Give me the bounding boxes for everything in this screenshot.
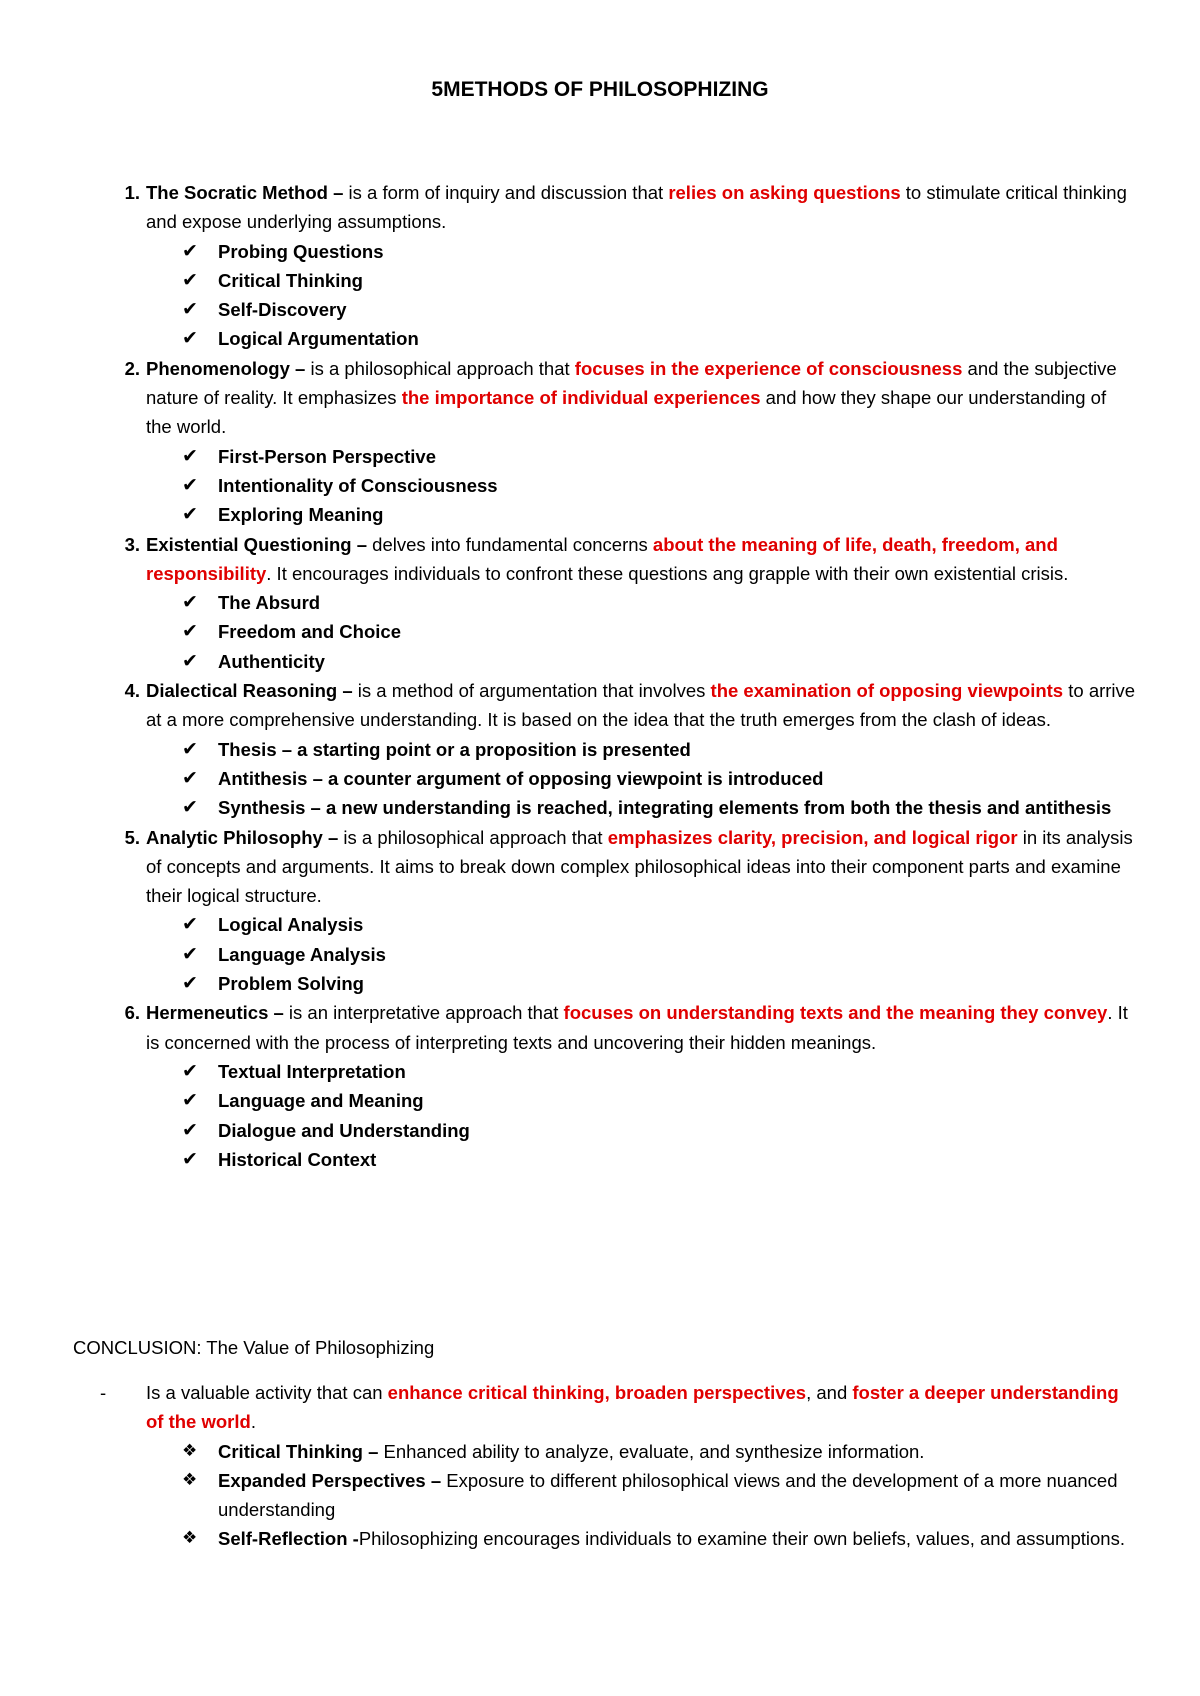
method-point-label: The Absurd xyxy=(218,592,321,614)
method-number: 2. xyxy=(124,357,140,379)
check-icon: ✔ xyxy=(182,649,198,672)
method-name: Phenomenology – xyxy=(146,357,306,379)
method-point-label: Synthesis – a new understanding is reached, integrating elements from both the thesis and antithesis xyxy=(218,797,1112,819)
method-point-label: Self-Discovery xyxy=(218,299,347,321)
method-item xyxy=(124,998,1136,1174)
method-point xyxy=(182,1116,1136,1145)
check-icon: ✔ xyxy=(182,268,198,291)
body-text: , and xyxy=(806,1382,853,1403)
check-icon: ✔ xyxy=(182,620,198,643)
body-text: is a philosophical approach that xyxy=(305,357,575,379)
highlighted-text: focuses in the experience of consciousness xyxy=(574,357,963,379)
check-icon: ✔ xyxy=(182,1089,198,1112)
body-text: in its analysis of concepts and arguments. It aims to break down complex philosophical ideas into their component parts and examine their logical structure. xyxy=(146,826,1133,907)
conclusion-body xyxy=(100,1378,1136,1554)
body-text: to stimulate critical thinking and expose underlying assumptions. xyxy=(146,182,1127,233)
highlighted-text: foster a deeper understanding of the world xyxy=(146,1382,1119,1433)
body-text: is a philosophical approach that xyxy=(338,826,608,848)
check-icon: ✔ xyxy=(182,1059,198,1082)
method-points-list xyxy=(146,735,1136,823)
method-point xyxy=(182,442,1136,471)
body-text: is an interpretative approach that xyxy=(283,1002,564,1024)
method-point-label: Critical Thinking xyxy=(218,269,363,291)
method-point-label: Textual Interpretation xyxy=(218,1060,406,1082)
method-point xyxy=(182,1086,1136,1115)
conclusion-point xyxy=(182,1437,1136,1466)
highlighted-text: the examination of opposing viewpoints xyxy=(710,680,1064,702)
method-item xyxy=(124,178,1136,354)
method-point-label: Antithesis – a counter argument of opposing viewpoint is introduced xyxy=(218,767,824,789)
check-icon: ✔ xyxy=(182,298,198,321)
dash-bullet: - xyxy=(100,1382,107,1403)
conclusion-point-label: Critical Thinking – xyxy=(218,1440,379,1462)
highlighted-text: focuses on understanding texts and the meaning they convey xyxy=(563,1002,1108,1024)
method-point xyxy=(182,295,1136,324)
method-point-label: Intentionality of Consciousness xyxy=(218,474,498,496)
body-text: Is a valuable activity that can xyxy=(146,1382,388,1403)
check-icon: ✔ xyxy=(182,1118,198,1141)
method-item xyxy=(124,530,1136,676)
method-name: Analytic Philosophy – xyxy=(146,826,339,848)
method-number: 4. xyxy=(124,680,140,702)
check-icon: ✔ xyxy=(182,327,198,350)
conclusion-points xyxy=(146,1437,1136,1554)
method-paragraph xyxy=(124,354,1136,442)
method-points-list xyxy=(146,442,1136,530)
method-paragraph xyxy=(124,998,1136,1057)
conclusion-point-label: Self-Reflection - xyxy=(218,1528,359,1550)
check-icon: ✔ xyxy=(182,1147,198,1170)
body-text: is a method of argumentation that involves xyxy=(352,680,711,702)
method-point-label: Dialogue and Understanding xyxy=(218,1119,470,1141)
check-icon: ✔ xyxy=(182,766,198,789)
method-point xyxy=(182,324,1136,353)
body-text: . xyxy=(250,1411,256,1433)
check-icon: ✔ xyxy=(182,972,198,995)
check-icon: ✔ xyxy=(182,942,198,965)
conclusion-point-text: Philosophizing encourages individuals to examine their own beliefs, values, and assumptions. xyxy=(358,1528,1125,1550)
method-point xyxy=(182,617,1136,646)
method-points-list xyxy=(146,1057,1136,1174)
method-points-list xyxy=(146,588,1136,676)
method-point xyxy=(182,1145,1136,1174)
diamond-bullet-icon: ❖ xyxy=(182,1440,198,1461)
method-point-label: Probing Questions xyxy=(218,240,384,262)
body-text: is a form of inquiry and discussion that xyxy=(343,182,669,203)
check-icon: ✔ xyxy=(182,913,198,936)
body-text: to arrive at a more comprehensive understanding. It is based on the idea that the truth emerges from the clash of ideas. xyxy=(146,680,1136,731)
method-point-label: Thesis – a starting point or a proposition is presented xyxy=(218,738,691,760)
highlighted-text: about the meaning of life, death, freedom, and responsibility xyxy=(146,533,1058,584)
method-name: Hermeneutics – xyxy=(146,1002,284,1024)
method-point xyxy=(182,910,1136,939)
diamond-bullet-icon: ❖ xyxy=(182,1469,198,1490)
method-name: Existential Questioning – xyxy=(146,533,368,555)
check-icon: ✔ xyxy=(182,444,198,467)
body-text: delves into fundamental concerns xyxy=(367,533,653,555)
highlighted-text: the importance of individual experiences xyxy=(401,387,761,409)
method-item xyxy=(124,354,1136,530)
method-paragraph xyxy=(124,530,1136,589)
method-point xyxy=(182,237,1136,266)
conclusion-point-text: Enhanced ability to analyze, evaluate, and synthesize information. xyxy=(378,1440,925,1462)
method-number: 3. xyxy=(124,533,140,555)
method-number: 6. xyxy=(124,1002,140,1024)
method-points-list xyxy=(146,237,1136,354)
body-text: . It is concerned with the process of interpreting texts and uncovering their hidden meanings. xyxy=(146,1002,1128,1053)
method-item xyxy=(124,676,1136,822)
highlighted-text: enhance critical thinking, broaden perspectives xyxy=(387,1382,807,1403)
method-number: 1. xyxy=(124,182,140,203)
method-point xyxy=(182,471,1136,500)
method-point xyxy=(182,940,1136,969)
method-point xyxy=(182,266,1136,295)
body-text: . It encourages individuals to confront these questions ang grapple with their own existential crisis. xyxy=(266,562,1069,584)
conclusion-intro-text xyxy=(146,1382,1119,1432)
diamond-bullet-icon: ❖ xyxy=(182,1528,198,1549)
method-point-label: Exploring Meaning xyxy=(218,504,384,526)
highlighted-text: emphasizes clarity, precision, and logical rigor xyxy=(607,826,1018,848)
conclusion-point-text: Exposure to different philosophical views and the development of a more nuanced understanding xyxy=(218,1469,1118,1521)
method-name: Dialectical Reasoning – xyxy=(146,680,353,702)
method-name: The Socratic Method – xyxy=(146,182,344,203)
method-point-label: Authenticity xyxy=(218,650,325,672)
highlighted-text: relies on asking questions xyxy=(668,182,901,203)
method-number: 5. xyxy=(124,826,140,848)
method-point-label: Logical Argumentation xyxy=(218,328,419,350)
method-item xyxy=(124,823,1136,999)
conclusion-intro xyxy=(100,1378,1136,1437)
method-point xyxy=(182,1057,1136,1086)
method-point-label: Historical Context xyxy=(218,1148,377,1170)
conclusion-heading: CONCLUSION: The Value of Philosophizing xyxy=(73,1337,435,1358)
method-point xyxy=(182,588,1136,617)
conclusion-point xyxy=(182,1466,1136,1525)
body-text: and the subjective nature of reality. It emphasizes xyxy=(146,357,1117,409)
methods-list xyxy=(124,178,1136,1174)
method-point-label: Problem Solving xyxy=(218,973,364,995)
method-point xyxy=(182,793,1136,822)
method-paragraph xyxy=(124,178,1136,237)
conclusion-point xyxy=(182,1524,1136,1553)
check-icon: ✔ xyxy=(182,473,198,496)
check-icon: ✔ xyxy=(182,591,198,614)
check-icon: ✔ xyxy=(182,737,198,760)
check-icon: ✔ xyxy=(182,503,198,526)
method-point xyxy=(182,969,1136,998)
method-point-label: Language Analysis xyxy=(218,943,386,965)
conclusion-point-label: Expanded Perspectives – xyxy=(218,1469,442,1491)
method-point xyxy=(182,735,1136,764)
body-text: and how they shape our understanding of the world. xyxy=(146,387,1107,438)
method-point-label: Freedom and Choice xyxy=(218,621,401,643)
method-paragraph xyxy=(124,823,1136,911)
method-paragraph xyxy=(124,676,1136,735)
method-point-label: Logical Analysis xyxy=(218,914,364,936)
document-title: 5METHODS OF PHILOSOPHIZING xyxy=(431,78,769,101)
method-point xyxy=(182,500,1136,529)
method-point xyxy=(182,647,1136,676)
method-point-label: Language and Meaning xyxy=(218,1090,424,1112)
method-point-label: First-Person Perspective xyxy=(218,445,436,467)
check-icon: ✔ xyxy=(182,239,198,262)
check-icon: ✔ xyxy=(182,796,198,819)
method-point xyxy=(182,764,1136,793)
method-points-list xyxy=(146,910,1136,998)
